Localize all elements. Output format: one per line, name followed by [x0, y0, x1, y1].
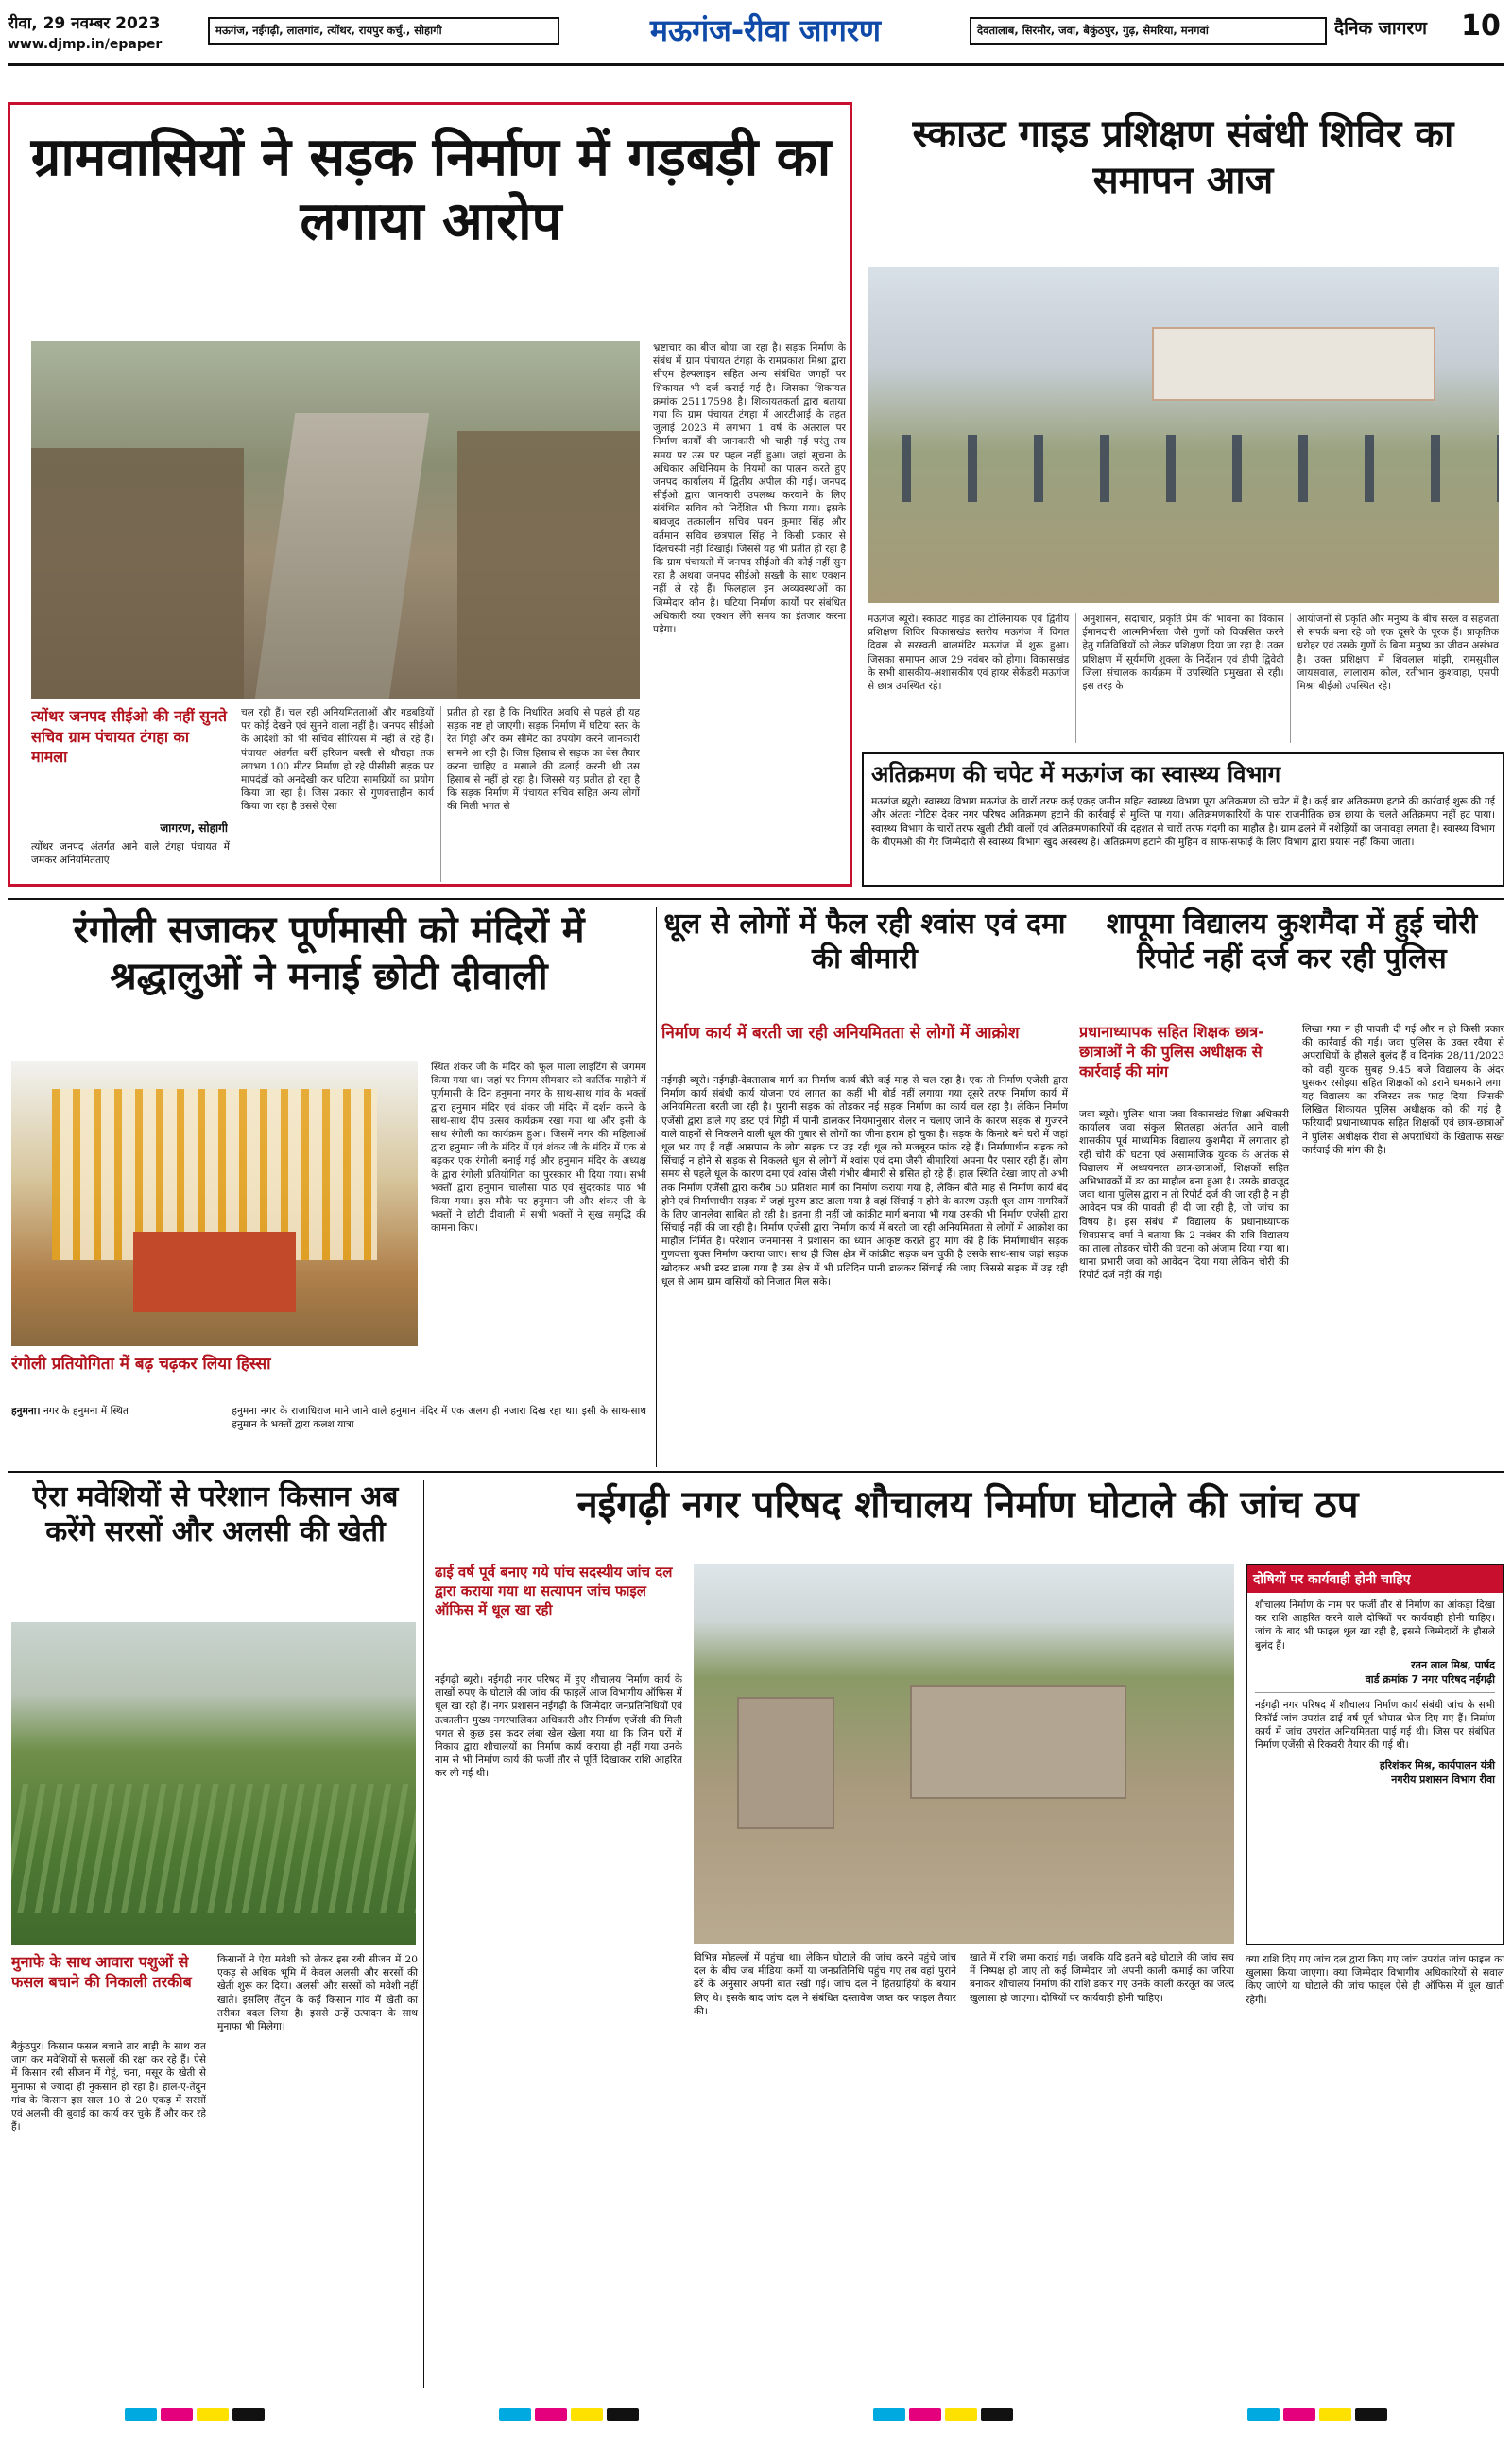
- story-theft-body-left: जवा ब्यूरो। पुलिस थाना जवा विकासखंड शिक्षा अधिकारी कार्यालय जवा संकुल सितलहा अंतर्गत आने वाली शासकीय पूर्व माध्यमिक विद्यालय कुशमैदा में लगातार हो रही चोरी की घटना एवं असामाजिक युवक के आतंक से विद्यालय में अध्ययनरत छात्र-छात्राओं, शिक्षकों सहित अभिभावकों में डर का माहौल बना हुआ है। उसके बावजूद जवा थाना पुलिस द्वारा न तो रिपोर्ट दर्ज की जा रही है न ही आवेदन पत्र की पावती ही दी जा रही है, जो जांच का विषय है। इस संबंध में विद्यालय के प्रधानाध्यापक शिवप्रसाद वर्मा ने बताया कि 2 नवंबर की रात्रि विद्यालय का ताला तोड़कर चोरी की घटना को अंजाम दिया गया था। थाना प्रभारी जवा को आवेदन दिया गया लेकिन चोरी की रिपोर्ट दर्ज नहीं की गई।: [1079, 1109, 1289, 1282]
- story-rangoli-byline: हनुमना।: [11, 1406, 41, 1417]
- color-bar: [1247, 2408, 1387, 2421]
- toilet-sidebar-sig1-name: रतन लाल मिश्र, पार्षद: [1411, 1658, 1495, 1671]
- story-scout-headline: स्काउट गाइड प्रशिक्षण संबंधी शिविर का समापन आज: [912, 112, 1454, 202]
- issue-date: रीवा, 29 नवम्बर 2023: [8, 14, 161, 33]
- section-divider: [8, 898, 1504, 900]
- registration-marks-footer: [8, 2395, 1504, 2433]
- story-toilet-headline: नईगढ़ी नगर परिषद शौचालय निर्माण घोटाले की जांच ठप: [576, 1483, 1359, 1527]
- story-rangoli-callout: रंगोली प्रतियोगिता में बढ़ चढ़कर लिया हिस्सा: [11, 1355, 271, 1374]
- temple-decoration-photo: [11, 1061, 418, 1346]
- masthead: [8, 8, 1504, 66]
- toilet-sidebar: [1246, 1564, 1504, 1945]
- story-road-lead: त्योंथर जनपद अंतर्गत आने वाले टंगहा पंचायत में जमकर अनियमितताएं: [31, 841, 230, 867]
- toilet-ruins-photo: [694, 1564, 1234, 1944]
- masthead-right-towns: देवतालाब, सिरमौर, जवा, बैकुंठपुर, गुढ़, सेमरिया, मनगवां: [970, 17, 1327, 45]
- masthead-date-block: [8, 11, 197, 62]
- column-divider-3: [423, 1480, 424, 2388]
- story-road-body-right: भ्रष्टाचार का बीज बोया जा रहा है। सड़क निर्माण के संबंध में ग्राम पंचायत टंगहा के रामप्रकाश मिश्रा द्वारा सीएम हेल्पलाइन सहित अन्य संबंधित जगहों पर शिकायत भी दर्ज कराई गई है। जिसका शिकायत क्रमांक 25117598 है। शिकायतकर्ता द्वारा बताया गया कि ग्राम पंचायत टंगहा में आरटीआई के तहत जुलाई 2023 में लगभग 1 वर्ष के अंतराल पर निर्माण कार्यों की जानकारी भी चाही गई परंतु तय समय पर उस पर पहल नहीं हुआ। जहां सूचना के अधिकार अधिनियम के नियमों का पालन करते हुए जनपद कार्यालय में द्वितीय अपील की गई। जनपद सीईओ द्वारा जानकारी उपलब्ध करवाने के लिए संबंधित सचिव को निर्देशित भी किया गया। इसके बावजूद तत्कालीन सचिव पवन कुमार सिंह और वर्तमान सचिव छत्रपाल सिंह ने किसी प्रकार से दिलचस्पी नहीं दिखाई। जिससे यह भी प्रतीत हो रहा है कि ग्राम पंचायतों में जनपद सीईओ की कोई नहीं सुन रहा है अथवा जनपद सीईओ सख्ती के साथ एक्शन नहीं ले रहे हैं। फिलहाल इन अव्यवस्थाओं का जिम्मेदार कौन है। घटिया निर्माण कार्यों पर संबंधित अधिकारी क्या एक्शन लेंगे समय का इंतजार करना पड़ेगा।: [653, 342, 846, 635]
- story-road-headline: ग्रामवासियों ने सड़क निर्माण में गड़बड़ी का लगाया आरोप: [30, 127, 832, 253]
- masthead-title: मऊगंज-रीवा जागरण: [649, 12, 882, 48]
- story-toilet-body-mid2: खाते में राशि जमा कराई गई। जबकि यदि इतने बड़े घोटाले की जांच सच में निष्पक्ष हो जाए तो कई जिम्मेदार जो अपनी काली कमाई का जरिया बनाकर शौचालय निर्माण की राशि डकार गए उनके काली करतूत का जल्द खुलासा हो जाएगा। दोषियों पर कार्यवाही होनी चाहिए।: [970, 1952, 1234, 2004]
- toilet-sidebar-sig1-role: वार्ड क्रमांक 7 नगर परिषद नईगढ़ी: [1365, 1672, 1495, 1685]
- story-rangoli-body-right: स्थित शंकर जी के मंदिर को फूल माला लाइटिंग से जगमग किया गया था। जहां पर निगम सीमवार को कार्तिक माहीने में पूर्णमासी के दिन हनुमना नगर के साथ-साथ गांव के भक्तों द्वारा हनुमान मंदिर एवं शंकर जी मंदिर में दर्शन करने के साथ-साथ दीप उत्सव कार्यक्रम रखा गया था और इसी के साथ रंगोली का कार्यक्रम हुआ। जिसमें नगर की महिलाओं द्वारा हनुमान जी के मंदिर में एवं शंकर जी के मंदिर में एक से बढ़कर एक रंगोली बनाई गई और हनुमान मंदिर के अध्यक्ष के द्वारा रंगोली प्रतियोगिता का पुरस्कार भी दिया गया। सभी भक्तों द्वारा हनुमान चालीसा पाठ एवं सुंदरकांड पाठ भी किया गया। इस मौके पर हनुमान जी और शंकर जी के भक्तों ने छोटी दीवाली में सभी भक्तों ने सुख समृद्धि की कामना किए।: [431, 1062, 646, 1235]
- column-divider-1: [656, 907, 657, 1467]
- story-theft-body-right: लिखा गया न ही पावती दी गई और न ही किसी प्रकार की कार्रवाई की गई। जवा पुलिस के उक्त रवैया से अपराधियों के हौसले बुलंद हैं व दिनांक 28/11/2023 को वही युवक सुबह 9.45 बजे विद्यालय के अंदर घुसकर रसोइया सहित शिक्षकों को डराने धमकाने लगा। यह विद्यालय का रजिस्टर तक फाड़ दिया। जिसकी लिखित शिकायत पुलिस अधीक्षक को की गई है। फरियादी प्रधानाध्यापक सहित शिक्षकों एवं छात्र-छात्राओं ने पुलिस अधीक्षक रीवा से अपराधियों के खिलाफ सख्त कार्रवाई की मांग की है।: [1302, 1024, 1504, 1156]
- color-bar: [873, 2408, 1013, 2421]
- masthead-left-towns: मऊगंज, नईगढ़ी, लालगांव, त्योंथर, रायपुर कर्चु., सोहागी: [208, 17, 559, 45]
- toilet-sidebar-sig2-name: हरिशंकर मिश्र, कार्यपालन यंत्री: [1379, 1758, 1495, 1771]
- story-road-byline: जागरण, सोहागी: [160, 821, 228, 835]
- toilet-sidebar-sig2-role: नगरीय प्रशासन विभाग रीवा: [1391, 1772, 1495, 1786]
- story-toilet-body-left: नईगढ़ी ब्यूरो। नईगढ़ी नगर परिषद में हुए शौचालय निर्माण कार्य के लाखों रुपए के घोटाले की जांच की फाइलें आज विभागीय ऑफिस में धूल खा रही हैं। नगर प्रशासन नईगढ़ी के जिम्मेदार जनप्रतिनिधियों एवं तत्कालीन मुख्य नगरपालिका अधिकारी और निर्माण एजेंसी की मिली भगत से कुछ इस कदर लंबा खेल खेला गया था कि जिन घरों में निकाय द्वारा शौचालयों का निर्माण कार्य कराया ही नहीं गया उनके नाम से भी निर्माण कार्य की फर्जी तौर से पूर्ति दिखाकर राशि आहरित कर ली गई थी।: [435, 1674, 682, 1780]
- story-farmers-callout: मुनाफे के साथ आवारा पशुओं से फसल बचाने की निकाली तरकीब: [11, 1953, 192, 1991]
- story-road-body-lower: चल रही हैं। चल रही अनियमितताओं और गड़बड़ियों पर कोई देखने एवं सुनने वाला नहीं है। जनपद सीईओ के आदेशों को भी सचिव सीरियस में नहीं ले रहे हैं। पंचायत अंतर्गत बर्री हरिजन बस्ती से धौराहा तक लगभग 100 मीटर निर्माण हो रहे पीसीसी सड़क पर मापदंडों को अनदेखी कर घटिया सामग्रियों का प्रयोग किया जा रहा है। जिस प्रकार से गुणवत्ताहीन कार्य किया जा रहा है उससे ऐसा प्रतीत हो रहा है कि निर्धारित अवधि से पहले ही यह सड़क नष्ट हो जाएगी। सड़क निर्माण में घटिया स्तर के रेत गिट्टी और कम सीमेंट का उपयोग करने जानकारी सामने आ रही है। जिस हिसाब से सड़क का बेस तैयार करना चाहिए व मसाले की ढलाई करनी थी उस हिसाब से नहीं हो रहा है। जिससे यह प्रतीत हो रहा है कि सड़क निर्माण में पंचायत सचिव सहित अन्य लोगों की मिली भगत से: [241, 707, 640, 813]
- epaper-link[interactable]: www.djmp.in/epaper: [8, 37, 163, 52]
- story-toilet-body-right: क्या राशि दिए गए जांच दल द्वारा किए गए जांच उपरांत जांच फाइल का खुलासा किया जाएगा। क्या जिम्मेदार विभागीय अधिकारियों से सवाल किए जाएंगे या घोटाले की जांच फाइल ऐसे ही ऑफिस में धूल खाती रहेगी।: [1246, 1954, 1504, 2006]
- toilet-sidebar-quote2: नईगढ़ी नगर परिषद में शौचालय निर्माण कार्य संबंधी जांच के सभी रिकॉर्ड जांच उपरांत ढाई वर्ष पूर्व भोपाल भेज दिए गए हैं। निर्माण कार्य में जांच उपरांत अनियमितता पाई गई थी। जिस पर संबंधित निर्माण एजेंसी से रिकवरी तैयार की गई थी।: [1255, 1699, 1495, 1752]
- road-workers-photo: [31, 341, 640, 699]
- story-rangoli-footer: [11, 1405, 646, 1461]
- story-encroachment-body: मऊगंज ब्यूरो। स्वास्थ्य विभाग मऊगंज के चारों तरफ कई एकड़ जमीन सहित स्वास्थ्य विभाग पूरा अतिक्रमण की चपेट में है। कई बार अतिक्रमण हटाने की कार्रवाई शुरू की गई और अंततः नोटिस देकर नगर परिषद अतिक्रमण हटाने की कार्रवाई से मुक्ति पा गया। अतिक्रमणकारियों के पास राजनीतिक छत्र छाया के चलते अतिक्रमण नहीं हट पाया। स्वास्थ्य विभाग के चारों तरफ खुली टीवी वालों एवं अतिक्रमणकारियों की दहशत से चारों तरफ गंदगी का माहौल है। ग्राम ढलने में नशेड़ियों का जमावड़ा लगता है। स्वास्थ्य विभाग के बीएमओ की गैर जिम्मेदारी से स्वास्थ्य विभाग खुद अस्वस्थ है। अतिक्रमण हटाने की मुहिम व साफ-सफाई के लिए विभाग द्वारा प्रयास नहीं किया जाता।: [871, 796, 1495, 848]
- story-encroachment-box: [862, 752, 1504, 887]
- story-theft-headline: शापूमा विद्यालय कुशमैदा में हुई चोरी रिपोर्ट नहीं दर्ज कर रही पुलिस: [1106, 907, 1478, 976]
- story-farmers-headline: ऐरा मवेशियों से परेशान किसान अब करेंगे सरसों और अलसी की खेती: [32, 1480, 399, 1548]
- story-road-callout: त्योंथर जनपद सीईओ की नहीं सुनते सचिव ग्राम पंचायत टंगहा का मामला: [31, 707, 227, 767]
- mustard-field-photo: [11, 1622, 416, 1945]
- story-dust-headline: धूल से लोगों में फैल रही श्वांस एवं दमा की बीमारी: [663, 907, 1066, 976]
- page-number: 10: [1461, 9, 1501, 43]
- story-toilet-body-mid1: विभिन्न मोहल्लों में पहुंचा था। लेकिन घोटाले की जांच करने पहुंचे जांच दल के बीच जब मीडिया कर्मी या जनप्रतिनिधि पहुंच गए तब वहां पुराने ढर्रे के अनुसार अपनी बात रखी गई। जांच दल ने हितग्राहियों के बयान लिए थे। इसके बाद जांच दल ने संबंधित दस्तावेज जब्त कर फाइल तैयार की।: [694, 1952, 956, 2017]
- story-farmers-body-right: किसानों ने ऐरा मवेशी को लेकर इस रबी सीजन में 20 एकड़ से अधिक भूमि में केवल अलसी और सरसों की खेती शुरू कर दिया। अलसी और सरसों को मवेशी नहीं खाते। इसलिए तेंदुन के कई किसान गांव में खेती का तरीका बदल लिया है। इससे उन्हें उत्पादन के साथ मुनाफा भी मिलेगा।: [217, 1954, 418, 2032]
- toilet-sidebar-title: दोषियों पर कार्यवाही होनी चाहिए: [1247, 1565, 1503, 1593]
- story-road-construction: [8, 102, 852, 887]
- story-encroachment-headline: अतिक्रमण की चपेट में मऊगंज का स्वास्थ्य विभाग: [871, 761, 1281, 787]
- scout-assembly-photo: [868, 267, 1499, 603]
- story-scout-body: मऊगंज ब्यूरो। स्काउट गाइड का टोलिनायक एवं द्वितीय प्रशिक्षण शिविर विकासखंड स्तरीय मऊगंज में विगत दिवस से सरस्वती बालमंदिर मऊगंज में शुरू हुआ। जिसका समापन आज 29 नवंबर को होगा। विकासखंड के सभी शासकीय-अशासकीय एवं हायर सेकेंडरी मऊगंज से छात्र उपस्थित रहे। अनुशासन, सदाचार, प्रकृति प्रेम की भावना का विकास ईमानदारी आत्मनिर्भरता जैसे गुणों को विकसित करने हेतु गतिविधियों को लेकर प्रशिक्षण दिया जा रहा है। उक्त प्रशिक्षण में सूर्यमणि शुक्ला के निर्देशन एवं डीपी द्विवेदी जिला संचालक कार्यक्रम में उपस्थिति प्रमुखता से रही। इस तरह के आयोजनों से प्रकृति और मनुष्य के बीच सरल व सहजता से संपर्क बना रहे जो एक दूसरे के पूरक हैं। प्राकृतिक धरोहर एवं उसके गुणों के बिना मनुष्य का जीवन असंभव है। उक्त प्रशिक्षण में शिवलाल मांझी, रामसुशील जायसवाल, लालाराम कोल, रतीभान कुशवाहा, एसपी मिश्रा बीईओ उपस्थित रहे।: [868, 614, 1499, 692]
- section-divider-2: [8, 1471, 1504, 1473]
- color-bar: [125, 2408, 265, 2421]
- story-dust-body: नईगढ़ी ब्यूरो। नईगढ़ी-देवतालाब मार्ग का निर्माण कार्य बीते कई माह से चल रहा है। एक तो निर्माण एजेंसी द्वारा निर्माण कार्य संबंधी कार्य योजना एवं लागत का कहीं भी बोर्ड नहीं लगाया गया दूसरे तरफ निर्माण कार्य में अनियमितता बरती जा रही है। पुरानी सड़क को तोड़कर नई सड़क निर्माण का कार्य चल रहा है। लेकिन निर्माण एजेंसी द्वारा डाले गए डस्ट एवं गिट्टी में पानी डालकर नियमानुसार रोलर न चलाए जाने के कारण सड़क से गुजरने वाले वाहनों से निकलने वाली धूल की गुबार से लोगों का जीना हराम हो चुका है। सड़क के किनारे बने घरों में जहां धूल भर गए हैं वहीं आसपास के लोग सड़क पर उड़ रही धूल को मजबूरन फांक रहे हैं। निर्माणाधीन सड़क को सिंचाई न होने से सड़क से निकलते धूल से लोगों में श्वांस एवं दमा जैसी बीमारियां अपना पैर पसार रही हैं। लोग समय से पहले धूल के कारण दमा एवं श्वांस जैसी गंभीर बीमारी से ग्रसित हो रहे हैं। हाल स्थिति देखा जाए तो अभी तक निर्माण एजेंसी द्वारा करीब 50 प्रतिशत मार्ग का निर्माण कराया गया है, लेकिन बीते माह से निर्माण कार्य बंद होने एवं निर्माणाधीन सड़क में जहां मुरुम डस्ट डाला गया है वहां सिंचाई न होने के कारण उड़ती धूल आम नागरिकों के लिए जानलेवा साबित हो रही है। इतना ही नहीं जो कांक्रीट मार्ग बनाया भी गया उसकी भी निर्माण एजेंसी द्वारा सिंचाई नहीं की जा रही है। निर्माण एजेंसी द्वारा निर्माण कार्य में बरती जा रही अनियमितता से लोगों में आक्रोश का माहौल निर्मित है। परेशान जनमानस ने प्रशासन का ध्यान आकृष्ट कराते हुए मांग की है कि निर्माणाधीन सड़क गुणवत्ता युक्त निर्माण कराया जाए। साथ ही जिस क्षेत्र में कांक्रीट सड़क बन चुकी है उसके साथ-साथ जहां सड़क खोदकर अभी डस्ट डाला गया है उस क्षेत्र में भी प्रतिदिन पानी डालकर सिंचाई की जाए जिससे सड़क में उड़ रही धूल से आम ग्राम वासियों को निजात मिल सके।: [662, 1075, 1068, 1287]
- story-theft-subhead: प्रधानाध्यापक सहित शिक्षक छात्र-छात्राओं ने की पुलिस अधीक्षक से कार्रवाई की मांग: [1079, 1023, 1264, 1080]
- story-rangoli-lead: नगर के हनुमना में स्थित: [43, 1406, 129, 1417]
- story-rangoli-headline: रंगोली सजाकर पूर्णमासी को मंदिरों में श्रद्धालुओं ने मनाई छोटी दीवाली: [73, 908, 585, 998]
- toilet-sidebar-quote1: शौचालय निर्माण के नाम पर फर्जी तौर से निर्माण का आंकड़ा दिखा कर राशि आहरित करने वाले दोषियों पर कार्यवाही होनी चाहिए। जांच के बाद भी फाइल धूल खा रही है, इससे जिम्मेदारों के हौसले बुलंद हैं।: [1255, 1599, 1495, 1651]
- story-toilet-subhead: ढाई वर्ष पूर्व बनाए गये पांच सदस्यीय जांच दल द्वारा कराया गया था सत्यापन जांच फाइल ऑफिस में धूल खा रही: [435, 1564, 673, 1618]
- story-rangoli-body-bottom: हनुमना नगर के राजाधिराज माने जाने वाले हनुमान मंदिर में एक अलग ही नजारा दिख रहा था। इसी के साथ-साथ हनुमान के भक्तों द्वारा कलश यात्रा: [232, 1406, 646, 1431]
- story-dust-subhead: निर्माण कार्य में बरती जा रही अनियमितता से लोगों में आक्रोश: [662, 1024, 1020, 1043]
- story-farmers-body-left: बैकुंठपुर। किसान फसल बचाने तार बाड़ी के साथ रात जाग कर मवेशियों से फसलों की रक्षा कर रहे हैं। ऐसे में किसान रबी सीजन में गेहूं, चना, मसूर के खेती से मुनाफा से ज्यादा ही नुकसान हो रहा है। हाल-ए-तेंदुन गांव के किसान इस साल 10 से 20 एकड़ में सरसों एवं अलसी की बुवाई का कार्य कर चुके हैं और कर रहे हैं।: [11, 2041, 206, 2134]
- color-bar: [499, 2408, 639, 2421]
- masthead-brand: दैनिक जागरण: [1334, 18, 1427, 39]
